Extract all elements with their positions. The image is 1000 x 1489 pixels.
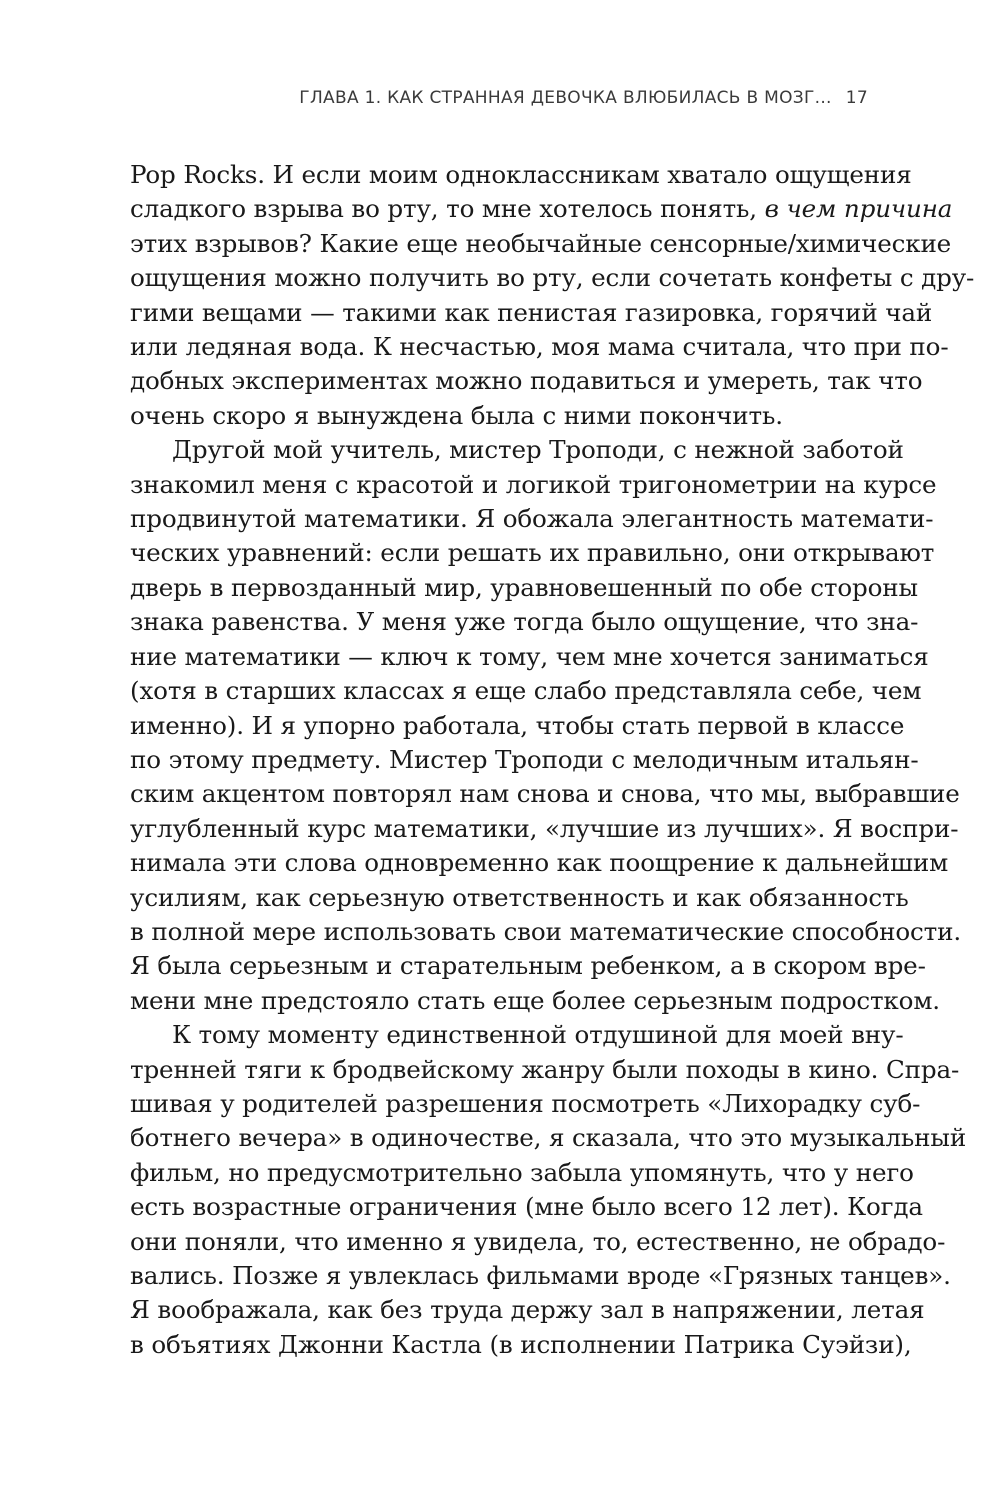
text-line: углубленный курс математики, «лучшие из лучших». Я воспри- [130,813,959,843]
text-line: ботнего вечера» в одиночестве, я сказала, что это музыкальный [130,1123,967,1153]
text-line: Я была серьезным и старательным ребенком, а в скором вре- [130,951,926,981]
text-line: знакомил меня с красотой и логикой тригонометрии на курсе [130,469,937,499]
text-line: ощущения можно получить во рту, если сочетать конфеты с дру- [130,263,975,293]
text-line: ским акцентом повторял нам снова и снова, что мы, выбравшие [130,779,960,809]
text-line: нимала эти слова одновременно как поощрение к дальнейшим [130,848,949,878]
paragraph-1 [130,158,975,433]
text-line: Другой мой учитель, мистер Троподи, с нежной заботой [172,435,904,465]
text-line: этих взрывов? Какие еще необычайные сенсорные/химические [130,228,952,258]
text-line: они поняли, что именно я увидела, то, естественно, не обрадо- [130,1226,946,1256]
text-line: есть возрастные ограничения (мне было всего 12 лет). Когда [130,1192,923,1222]
text-line: продвинутой математики. Я обожала элегантность математи- [130,504,934,534]
text-line: ние математики — ключ к тому, чем мне хочется заниматься [130,641,929,671]
text-line: сладкого взрыва во рту, то мне хотелось понять, в чем причина [130,194,953,224]
text-line: ческих уравнений: если решать их правильно, они открывают [130,538,935,568]
text-line: (хотя в старших классах я еще слабо представляла себе, чем [130,676,922,706]
text-line: вались. Позже я увлеклась фильмами вроде «Грязных танцев». [130,1261,951,1290]
text-line: или ледяная вода. К несчастью, моя мама считала, что при по- [130,332,949,362]
text-line: Pop Rocks. И если моим одноклассникам хватало ощущения [130,160,912,189]
text-line: в объятиях Джонни Кастла (в исполнении Патрика Суэйзи), [130,1329,912,1359]
text-line: К тому моменту единственной отдушиной для моей вну- [172,1020,904,1050]
text-line: тренней тяги к бродвейскому жанру были походы в кино. Спра- [130,1054,960,1084]
page-number: 17 [845,88,868,108]
text-line: фильм, но предусмотрительно забыла упомянуть, что у него [130,1157,914,1187]
paragraph-2 [130,433,962,1018]
text-line: дверь в первозданный мир, уравновешенный по обе стороны [130,572,918,602]
text-line: усилиям, как серьезную ответственность и как обязанность [130,882,909,912]
text-line: мени мне предстояло стать еще более серьезным подростком. [130,985,940,1015]
text-line: добных экспериментах можно подавиться и умереть, так что [130,366,923,396]
body-text [130,158,975,1362]
running-header [130,88,868,108]
chapter-title: ГЛАВА 1. КАК СТРАННАЯ ДЕВОЧКА ВЛЮБИЛАСЬ В МОЗГ... [299,88,832,108]
paragraph-3 [130,1018,967,1362]
text-line: Я воображала, как без труда держу зал в напряжении, летая [130,1295,925,1325]
text-line: именно). И я упорно работала, чтобы стать первой в классе [130,710,905,740]
text-line: по этому предмету. Мистер Троподи с мелодичным итальян- [130,744,919,774]
text-line: шивая у родителей разрешения посмотреть «Лихорадку суб- [130,1088,921,1118]
italic-emphasis: в чем причина [764,194,953,224]
text-line: очень скоро я вынуждена была с ними покончить. [130,400,783,430]
text-line: в полной мере использовать свои математические способности. [130,916,962,946]
text-line: знака равенства. У меня уже тогда было ощущение, что зна- [130,607,919,637]
text-line: гими вещами — такими как пенистая газировка, горячий чай [130,297,933,327]
